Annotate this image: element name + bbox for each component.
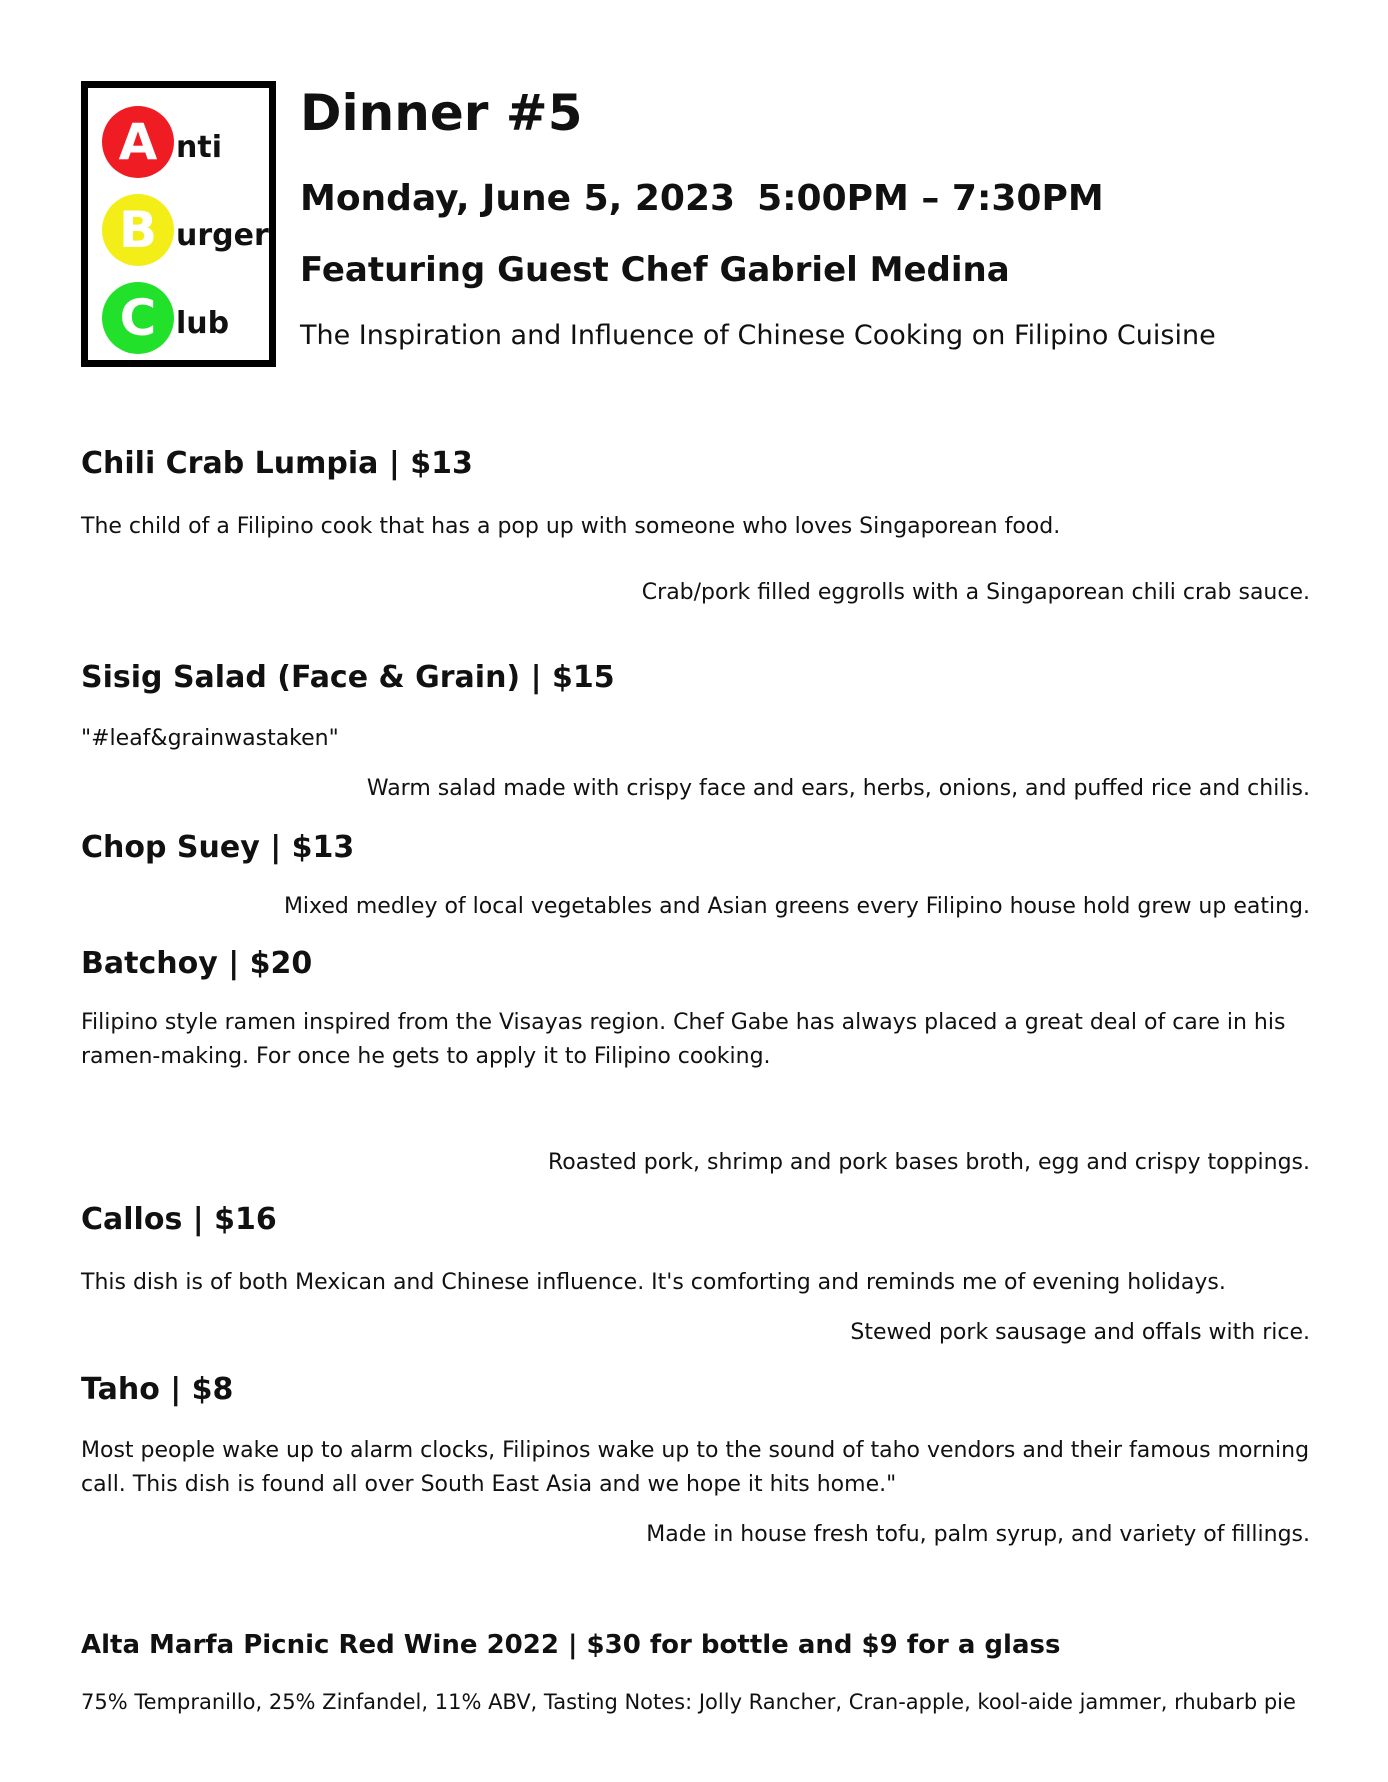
anti-burger-club-logo [81, 81, 276, 367]
dish-description: Warm salad made with crispy face and ears, herbs, onions, and puffed rice and chilis. [366, 776, 1310, 801]
logo-row-a [102, 104, 222, 180]
logo-word-anti: nti [176, 129, 222, 165]
dish-name: Sisig Salad (Face & Grain) | $15 [81, 660, 615, 695]
page-title: Dinner #5 [300, 84, 583, 142]
dish-name: Chop Suey | $13 [81, 830, 355, 865]
logo-letter-b: B [102, 194, 174, 266]
dinner-theme: The Inspiration and Influence of Chinese Cooking on Filipino Cuisine [300, 320, 1216, 351]
dish-name: Taho | $8 [81, 1372, 234, 1407]
dish-description: Crab/pork filled eggrolls with a Singaporean chili crab sauce. [641, 580, 1310, 605]
dish-description: Roasted pork, shrimp and pork bases broth, egg and crispy toppings. [547, 1150, 1310, 1175]
logo-row-c [102, 280, 229, 356]
dish-description: Mixed medley of local vegetables and Asian greens every Filipino house hold grew up eating. [283, 894, 1310, 919]
dish-story: Filipino style ramen inspired from the Visayas region. Chef Gabe has always placed a great deal of care in his ramen-making. For once he gets to apply it to Filipino cooking. [81, 1010, 1286, 1069]
dish-description: Made in house fresh tofu, palm syrup, and variety of fillings. [646, 1522, 1310, 1547]
event-datetime [300, 178, 1104, 219]
dish-story: This dish is of both Mexican and Chinese influence. It's comforting and reminds me of evening holidays. [81, 1270, 1226, 1295]
dish-story: The child of a Filipino cook that has a pop up with someone who loves Singaporean food. [81, 514, 1061, 539]
dish-description: Stewed pork sausage and offals with rice. [850, 1320, 1310, 1345]
logo-word-club: lub [176, 305, 230, 341]
dish-name: Callos | $16 [81, 1202, 277, 1237]
dish-name: Batchoy | $20 [81, 946, 313, 981]
wine-name: Alta Marfa Picnic Red Wine 2022 | $30 for bottle and $9 for a glass [81, 1630, 1061, 1660]
logo-word-burger: urger [176, 217, 269, 253]
logo-letter-a: A [102, 106, 174, 178]
dish-name: Chili Crab Lumpia | $13 [81, 446, 473, 481]
logo-letter-c: C [102, 282, 174, 354]
event-date: Monday, June 5, 2023 [300, 178, 736, 219]
dish-story: "#leaf&grainwastaken" [81, 726, 339, 751]
logo-row-b [102, 192, 269, 268]
dish-story: Most people wake up to alarm clocks, Filipinos wake up to the sound of taho vendors and their famous morning call. This dish is found all over South East Asia and we hope it hits home." [81, 1438, 1310, 1497]
event-time: 5:00PM – 7:30PM [757, 178, 1104, 219]
wine-notes: 75% Tempranillo, 25% Zinfandel, 11% ABV, Tasting Notes: Jolly Rancher, Cran-apple, kool-aide jammer, rhubarb pie [81, 1690, 1296, 1714]
guest-chef-line: Featuring Guest Chef Gabriel Medina [300, 250, 1010, 290]
